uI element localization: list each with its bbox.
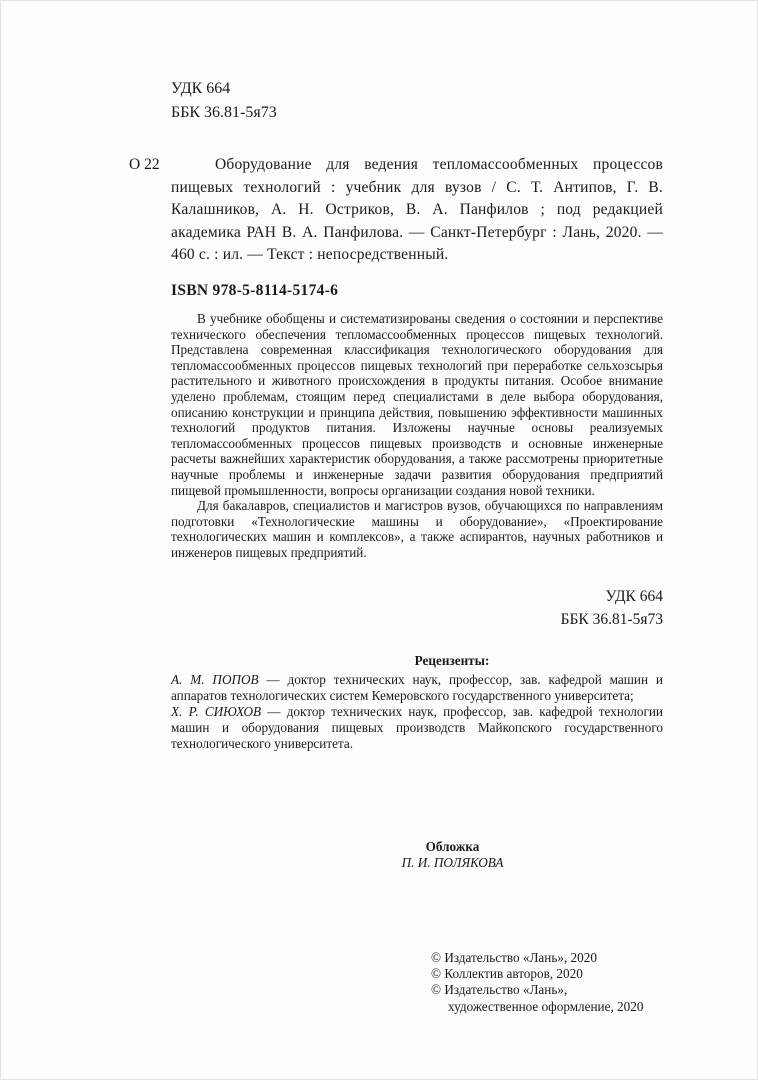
- copyright-line: © Издательство «Лань»,: [431, 982, 568, 998]
- bbk-code-top: ББК 36.81-5я73: [171, 104, 277, 121]
- reviewer-entry: [171, 704, 663, 752]
- catalog-code: О 22: [129, 156, 160, 173]
- cover-artist: П. И. ПОЛЯКОВА: [401, 855, 504, 870]
- cover-label: Обложка: [425, 839, 480, 854]
- reviewer-description: — доктор технических наук, профессор, зав. кафедрой технологии машин и оборудования пищевых производств Майкопского государственного технологического университета.: [171, 704, 663, 751]
- reviewer-name: А. М. ПОПОВ: [171, 672, 259, 687]
- udc-code-bottom: УДК 664: [605, 588, 663, 605]
- annotation: [171, 311, 663, 561]
- reviewer-name: Х. Р. СИЮХОВ: [171, 704, 262, 719]
- udc-code-top: УДК 664: [171, 80, 231, 97]
- reviewer-entry: [171, 672, 663, 704]
- reviewers-section: [171, 653, 663, 752]
- reviewer-description: — доктор технических наук, профессор, зав. кафедрой машин и аппаратов технологических систем Кемеровского государственного университета;: [171, 672, 663, 703]
- copyright-line: © Издательство «Лань», 2020: [431, 950, 597, 965]
- cover-credit: [171, 839, 734, 871]
- isbn: ISBN 978-5-8114-5174-6: [171, 282, 339, 299]
- copyright-line: © Коллектив авторов, 2020: [431, 966, 583, 982]
- bibliographic-entry: Оборудование для ведения тепломассообменных процессов пищевых технологий : учебник для вузов / С. Т. Антипов, Г. В. Калашников, А. Н. Остриков, В. А. Панфилов ; под редакцией академика РАН В. А. Панфилова. — Санкт-Петербург : Лань, 2020. — 460 с. : ил. — Текст : непосредственный.: [171, 156, 663, 263]
- classification-codes-bottom: [171, 585, 663, 631]
- copyright-line: художественное оформление, 2020: [448, 998, 644, 1014]
- reviewers-heading: Рецензенты:: [414, 653, 490, 668]
- bbk-code-bottom: ББК 36.81-5я73: [560, 611, 663, 628]
- annotation-paragraph-1: В учебнике обобщены и систематизированы сведения о состоянии и перспективе технического обеспечения тепломассообменных процессов пищевых технологий. Представлена современная классификация технологического оборудования для тепломассообменных процессов пищевых технологий при переработке сельхозсырья растительного и животного происхождения в продукты питания. Особое внимание уделено проблемам, стоящим перед специалистами в деле выбора оборудования, описанию конструкции и принципа действия, повышению эффективности машинных технологий продуктов питания. Изложены научные основы реализуемых тепломассообменных процессов пищевых производств и основные инженерные расчеты важнейших характеристик оборудования, а также рассмотрены приоритетные научные проблемы и инженерные задачи развития оборудования предприятий пищевой промышленности, вопросы организации создания новой техники.: [171, 311, 663, 498]
- classification-codes-top: [171, 77, 277, 125]
- copyright-block: [431, 950, 643, 1015]
- annotation-paragraph-2: Для бакалавров, специалистов и магистров вузов, обучающихся по направлениям подготовки «Технологические машины и оборудование», «Проектирование технологических машин и комплексов», а также аспирантов, научных работников и инженеров пищевых предприятий.: [171, 498, 663, 560]
